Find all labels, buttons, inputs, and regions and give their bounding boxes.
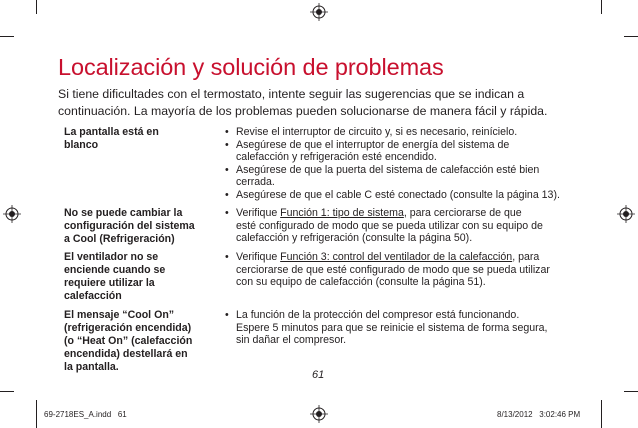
slug-datetime: 8/13/2012 3:02:46 PM (497, 410, 581, 419)
registration-mark-left-icon (3, 205, 21, 223)
solution-list (225, 251, 595, 289)
crop-mark-bottom-left-h (0, 391, 14, 392)
problem-label: El mensaje “Cool On” (refrigeración encendida) (o “Heat On” (calefacción encendida) destellará en la pantalla. (64, 309, 193, 373)
solution-item: • Asegúrese de que el cable C esté conectado (consulte la página 13). (225, 188, 560, 201)
registration-mark-right-icon (617, 205, 635, 223)
crop-mark-top-right-h (624, 36, 638, 37)
solution-item: • La función de la protección del compresor está funcionando. Espere 5 minutos para que se reinicie el sistema de forma segura, sin dañar el compresor. (225, 309, 548, 346)
page-number: 61 (312, 369, 325, 381)
crop-mark-bottom-left (36, 400, 37, 428)
problem-label: El ventilador no se enciende cuando se requiere utilizar la calefacción (64, 251, 166, 302)
function-3-link[interactable]: Función 3: control del ventilador de la calefacción (280, 251, 513, 263)
problem-label: No se puede cambiar la configuración del sistema a Cool (Refrigeración) (64, 207, 195, 245)
registration-mark-top-icon (310, 3, 328, 21)
solution-list (225, 126, 595, 201)
solution-item: • Verifique Función 3: control del ventilador de la calefacción, para cerciorarse de que esté configurado de modo que se pueda utilizar con su equipo de calefacción (consulte la página 51). (225, 251, 550, 288)
solution-item: • Revise el interruptor de circuito y, si es necesario, reinícielo. (225, 126, 518, 138)
solution-item: • Asegúrese de que la puerta del sistema de calefacción esté bien cerrada. (225, 163, 540, 188)
solution-item: • Verifique Función 1: tipo de sistema, para cerciorarse de que esté configurado de modo que se pueda utilizar con su equipo de calefacción y refrigeración (consulte la página 50). (225, 207, 543, 244)
function-1-link[interactable]: Función 1: tipo de sistema (280, 207, 404, 219)
page-title: Localización y solución de problemas (58, 54, 444, 80)
crop-mark-bottom-right (601, 400, 602, 428)
problem-label: La pantalla está en blanco (64, 126, 159, 151)
slug-file-name: 69-2718ES_A.indd 61 (44, 410, 127, 419)
solution-item: • Asegúrese de que el interruptor de energía del sistema de calefacción y refrigeración esté encendido. (225, 138, 510, 163)
intro-paragraph: Si tiene dificultades con el termostato, intente seguir las sugerencias que se indican a continuación. La mayoría de los problemas pueden solucionarse de manera fácil y rápida. (58, 87, 548, 118)
registration-mark-bottom-icon (310, 405, 328, 423)
solution-list (225, 207, 595, 245)
solution-list (225, 309, 595, 347)
crop-mark-bottom-right-h (624, 391, 638, 392)
crop-mark-top-left (36, 0, 37, 14)
crop-mark-top-left-h (0, 36, 14, 37)
crop-mark-top-right (601, 0, 602, 14)
